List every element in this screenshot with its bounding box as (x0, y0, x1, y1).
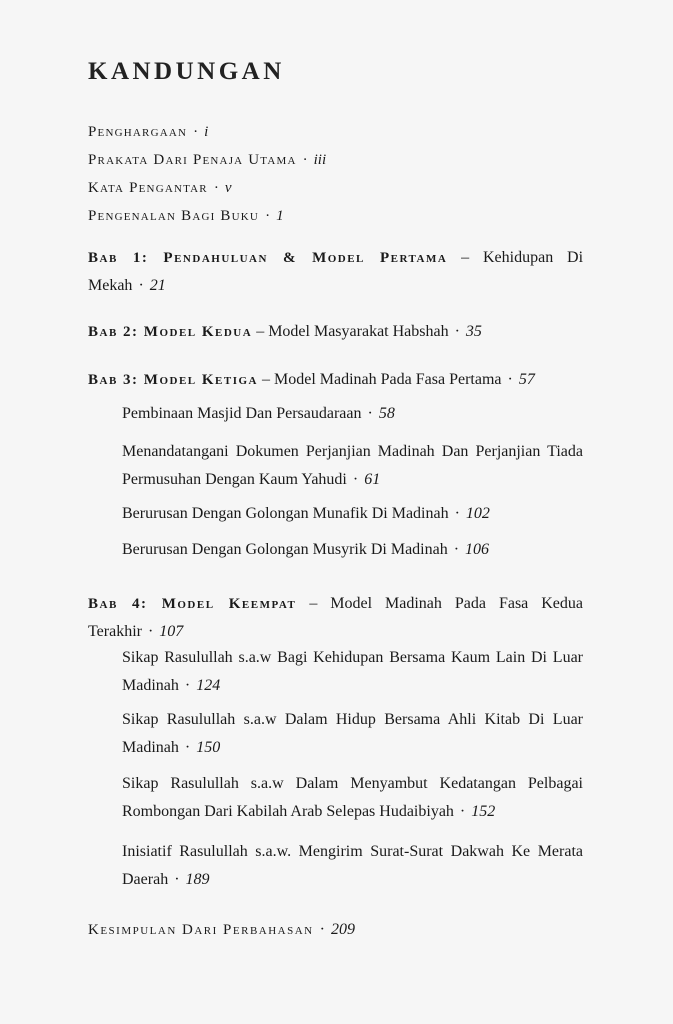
page-number: 106 (465, 541, 490, 558)
separator: · (319, 921, 325, 938)
separator: · (184, 677, 191, 694)
sub-entry (122, 400, 583, 428)
page-number: 124 (196, 677, 221, 694)
separator: · (454, 505, 460, 522)
sub-entry (122, 438, 583, 494)
page-number: 57 (518, 371, 535, 388)
page-number: 150 (196, 739, 221, 756)
front-matter-item (88, 150, 588, 178)
front-matter-item (88, 206, 588, 234)
chapter-head: Bab 1: Pendahuluan & Model Pertama (88, 250, 448, 266)
separator: · (138, 277, 144, 294)
front-matter-list (88, 122, 588, 234)
entry-text: Berurusan Dengan Golongan Munafik Di Madinah (122, 505, 449, 522)
page-number: 189 (185, 871, 210, 888)
front-matter-item (88, 122, 588, 150)
page-number: 209 (330, 921, 355, 938)
entry-label: Pengenalan Bagi Buku (88, 208, 260, 224)
page-number: 107 (159, 623, 184, 640)
dash: – (256, 323, 265, 340)
separator: · (352, 471, 359, 488)
dash: – (261, 371, 270, 388)
entry-label: Kata Pengantar (88, 180, 208, 196)
separator: · (213, 180, 219, 196)
dash: – (461, 249, 470, 266)
entry-label: Penghargaan (88, 124, 188, 140)
separator: · (193, 124, 199, 140)
separator: · (507, 371, 513, 388)
entry-text: Inisiatif Rasulullah s.a.w. Mengirim Surat-Surat Dakwah Ke Merata Daerah (122, 843, 583, 888)
chapter-head: Bab 4: Model Keempat (88, 596, 297, 612)
page-number: 35 (465, 323, 482, 340)
separator: · (453, 541, 460, 558)
separator: · (147, 623, 154, 640)
sub-entry (122, 500, 583, 528)
chapter-subtitle: Model Masyarakat Habshah (268, 323, 449, 340)
front-matter-item (88, 178, 588, 206)
chapter-entry (88, 318, 583, 346)
entry-text: Pembinaan Masjid Dan Persaudaraan (122, 405, 362, 422)
sub-entry (122, 706, 583, 762)
sub-entry (122, 536, 583, 564)
page-number: i (204, 124, 209, 140)
sub-entry (122, 644, 583, 700)
separator: · (174, 871, 180, 888)
chapter-entry (88, 366, 583, 394)
separator: · (459, 803, 466, 820)
page-number: 21 (149, 277, 166, 294)
entry-text: Sikap Rasulullah s.a.w Bagi Kehidupan Bersama Kaum Lain Di Luar Madinah (122, 649, 583, 694)
page-number: 102 (465, 505, 490, 522)
chapter-subtitle: Kehidupan Di Mekah (88, 249, 584, 294)
chapter-entry (88, 244, 583, 300)
entry-text: Sikap Rasulullah s.a.w Dalam Hidup Bersama Ahli Kitab Di Luar Madinah (122, 711, 583, 756)
page-number: iii (313, 152, 327, 168)
sub-entry (122, 770, 583, 826)
separator: · (454, 323, 460, 340)
chapter-subtitle: Model Madinah Pada Fasa Kedua Terakhir (88, 595, 584, 640)
page-number: v (224, 180, 232, 196)
page-number: 58 (378, 405, 395, 422)
separator: · (265, 208, 271, 224)
page-number: 1 (276, 208, 284, 224)
chapter-entry (88, 590, 583, 646)
separator: · (184, 739, 191, 756)
entry-label: Prakata Dari Penaja Utama (88, 152, 297, 168)
entry-text: Menandatangani Dokumen Perjanjian Madinah Dan Perjanjian Tiada Permusuhan Dengan Kaum Yahudi (122, 443, 583, 488)
page-number: 152 (471, 803, 496, 820)
conclusion-entry (88, 916, 583, 944)
dash: – (309, 595, 318, 612)
entry-text: Sikap Rasulullah s.a.w Dalam Menyambut Kedatangan Pelbagai Rombongan Dari Kabilah Arab Selepas Hudaibiyah (122, 775, 583, 820)
page-title: KANDUNGAN (88, 58, 285, 85)
page-number: 61 (364, 471, 381, 488)
separator: · (302, 152, 308, 168)
chapter-head: Bab 3: Model Ketiga (88, 372, 258, 388)
chapter-head: Bab 2: Model Kedua (88, 324, 253, 340)
sub-entry (122, 838, 583, 894)
entry-text: Berurusan Dengan Golongan Musyrik Di Madinah (122, 541, 448, 558)
entry-label: Kesimpulan Dari Perbahasan (88, 922, 314, 938)
chapter-subtitle: Model Madinah Pada Fasa Pertama (273, 371, 502, 388)
separator: · (367, 405, 373, 422)
